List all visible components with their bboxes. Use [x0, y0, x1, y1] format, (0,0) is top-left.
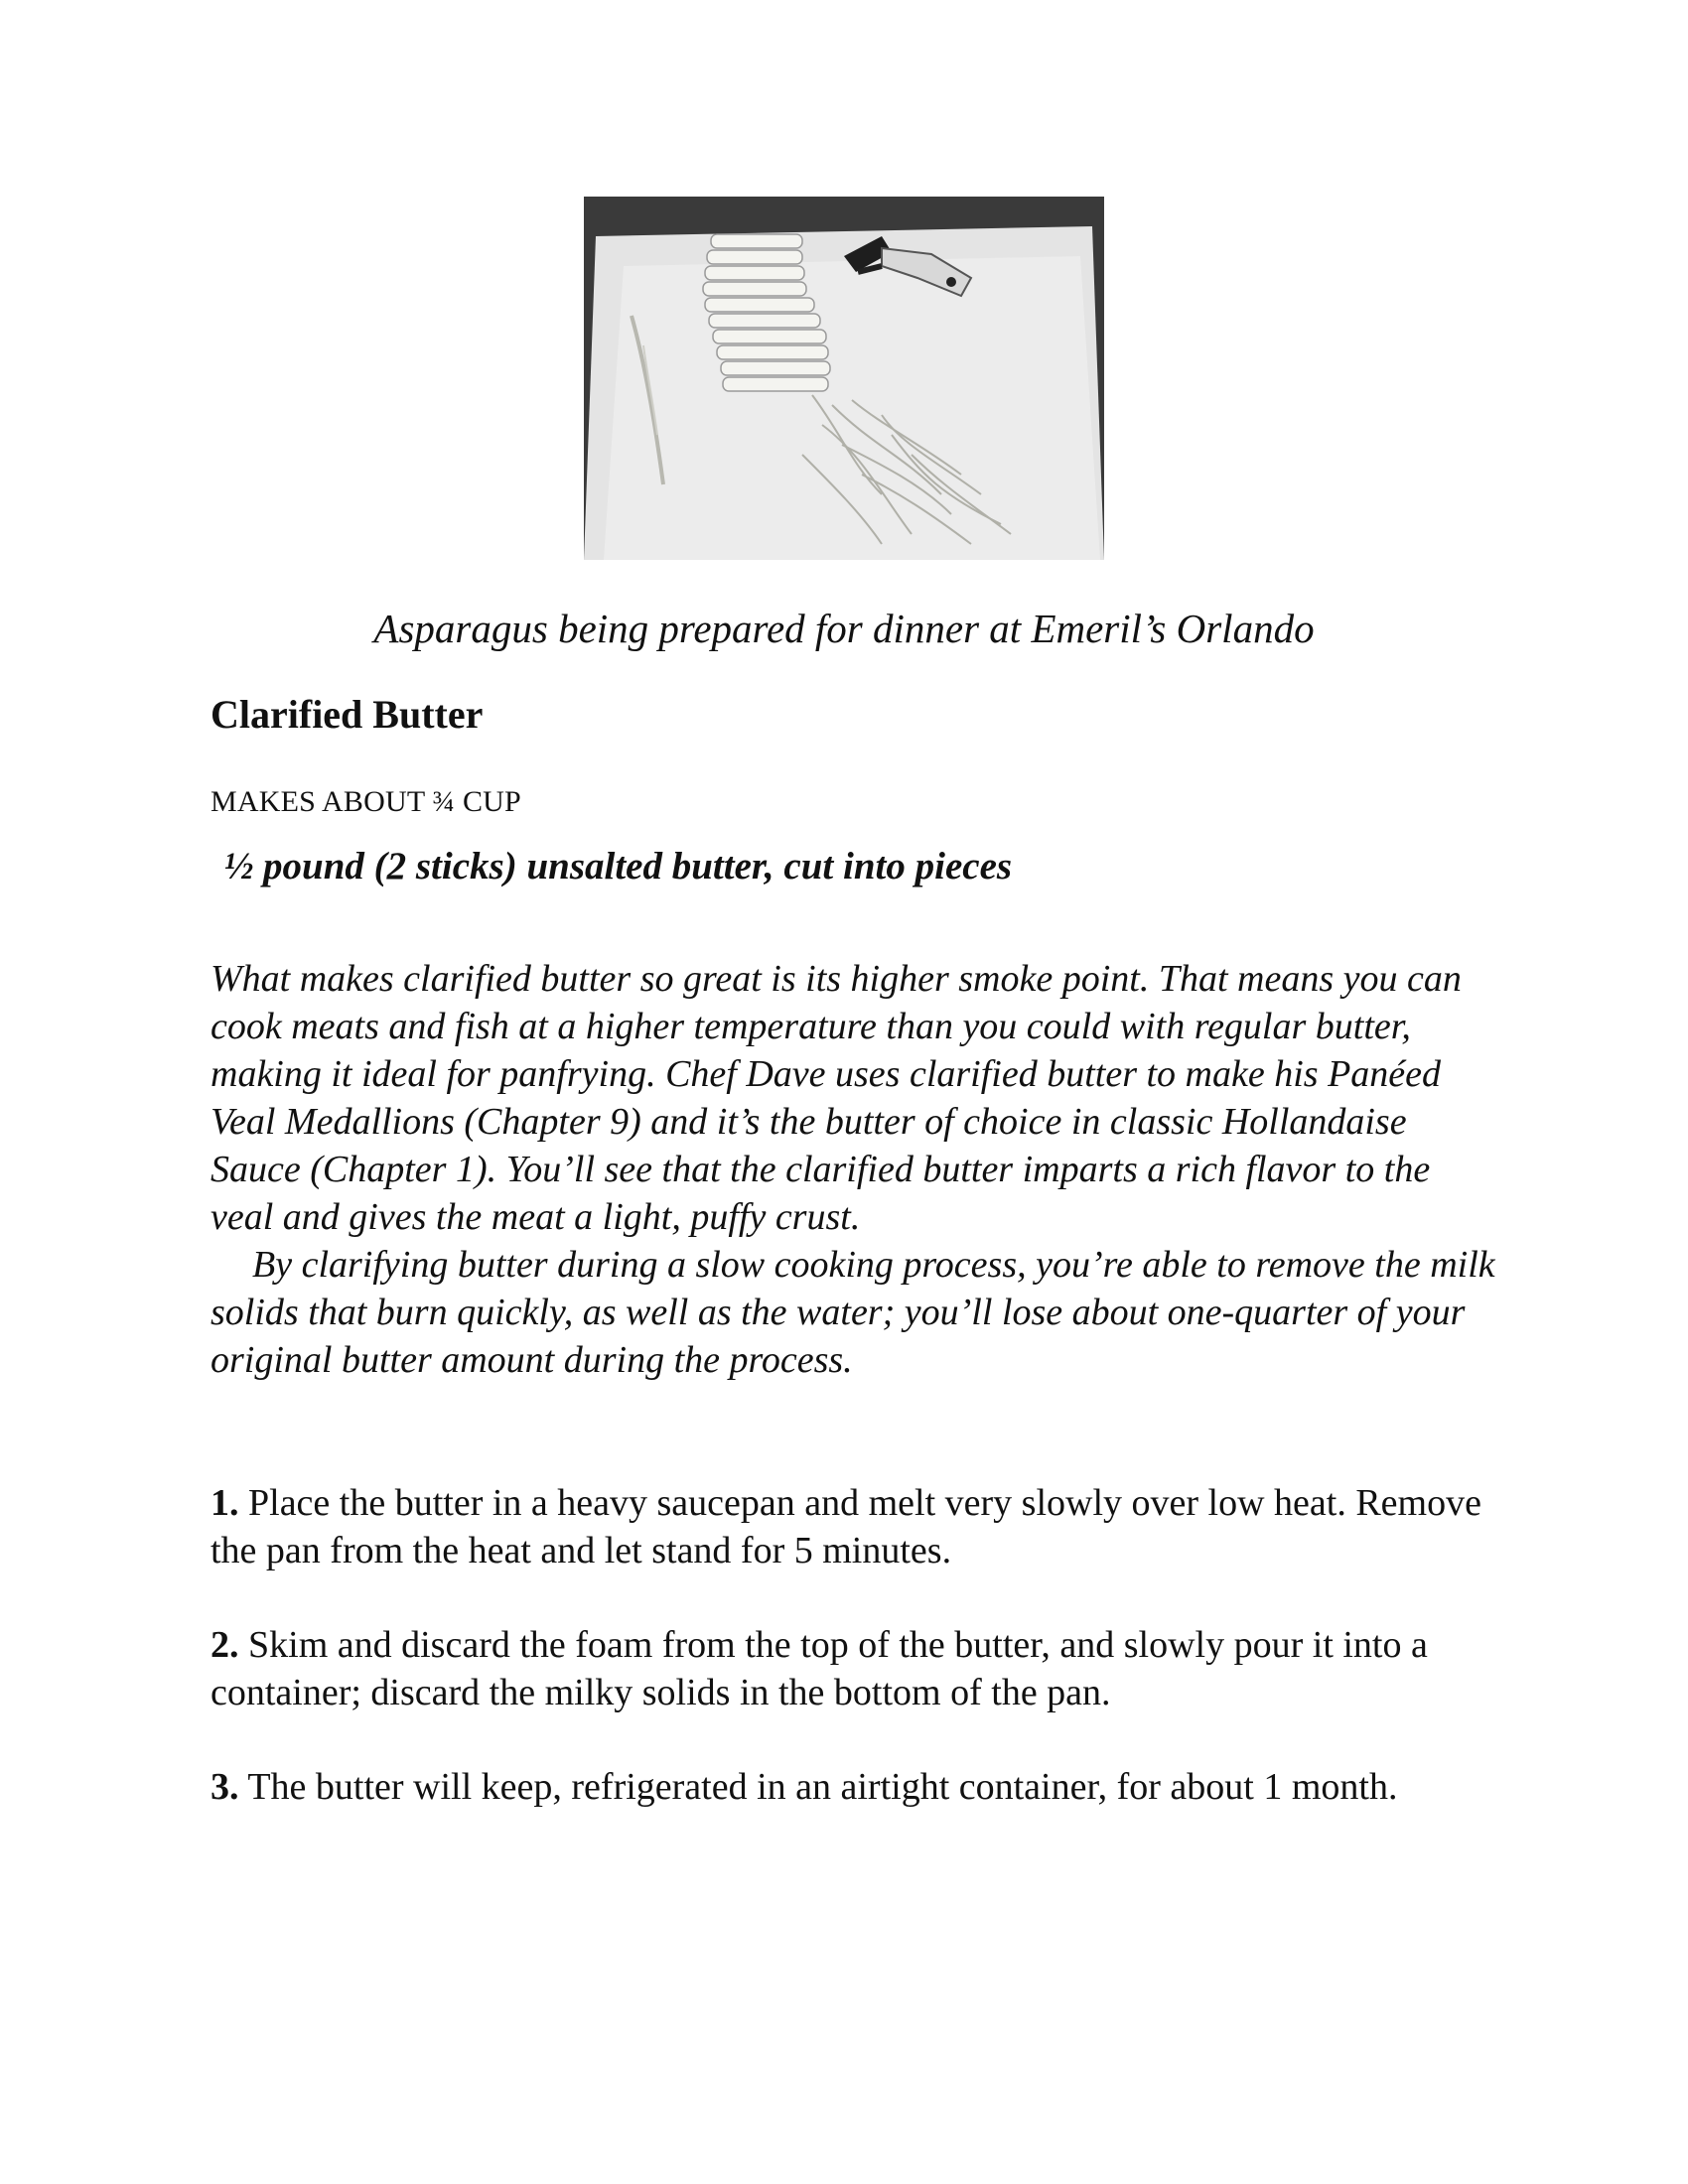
step-number: 2.: [211, 1624, 239, 1666]
step-text: Skim and discard the foam from the top of the butter, and slowly pour it into a container; discard the milky solids in the bottom of the pan.: [211, 1624, 1428, 1713]
step-item: [211, 1479, 1501, 1574]
step-text: Place the butter in a heavy saucepan and melt very slowly over low heat. Remove the pan from the heat and let stand for 5 minutes.: [211, 1482, 1481, 1571]
step-item: [211, 1621, 1501, 1716]
step-number: 3.: [211, 1766, 239, 1808]
asparagus-photo: [584, 197, 1104, 560]
step-item: [211, 1763, 1501, 1811]
intro-paragraph: By clarifying butter during a slow cooking process, you’re able to remove the milk solids that burn quickly, as well as the water; you’ll lose about one-quarter of your original butter amount during the process.: [211, 1244, 1495, 1381]
step-text: The butter will keep, refrigerated in an airtight container, for about 1 month.: [247, 1766, 1398, 1808]
ingredient-line: ½ pound (2 sticks) unsalted butter, cut into pieces: [224, 845, 1013, 887]
photo-caption: Asparagus being prepared for dinner at Emeril’s Orlando: [373, 606, 1315, 651]
intro-paragraph: What makes clarified butter so great is its higher smoke point. That means you can cook meats and fish at a higher temperature than you could with regular butter, making it ideal for panfrying. Chef Dave uses clarified butter to make his Panéed Veal Medallions (Chapter 9) and it’s the butter of choice in classic Hollandaise Sauce (Chapter 1). You’ll see that the clarified butter imparts a rich flavor to the veal and gives the meat a light, puffy crust.: [211, 958, 1462, 1238]
asparagus-photo-image: [584, 197, 1104, 560]
recipe-yield: MAKES ABOUT ¾ CUP: [211, 785, 521, 818]
step-number: 1.: [211, 1482, 239, 1524]
recipe-steps: [211, 1479, 1501, 1857]
recipe-title: Clarified Butter: [211, 692, 484, 737]
recipe-intro: [211, 955, 1501, 1384]
